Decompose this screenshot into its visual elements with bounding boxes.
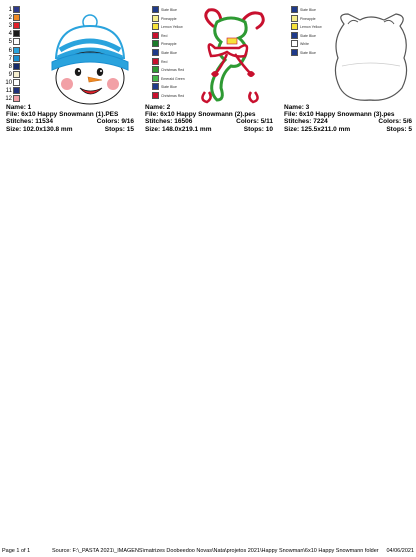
body-outline <box>335 14 406 100</box>
design-name: Name: 3 <box>284 104 310 111</box>
design-stitches: Stitches: 7224 <box>284 118 328 126</box>
design-colors: Colors: 9/16 <box>96 118 134 126</box>
design-stops: Stops: 15 <box>104 125 134 133</box>
right-cheek <box>107 78 119 90</box>
thread-color-name: Slate Blue <box>300 33 316 38</box>
design-file: File: 6x10 Happy Snowmann (1).PES <box>6 111 119 119</box>
design-info-3 <box>284 104 412 133</box>
design-size: Size: 102.0x130.8 mm <box>6 125 73 133</box>
thread-color-swatch <box>152 15 159 22</box>
thread-number: 4 <box>8 31 12 38</box>
thread-color-name: Slate Blue <box>161 51 177 55</box>
thread-color-name: Slate Blue <box>161 85 177 90</box>
thread-number: 9 <box>8 71 12 78</box>
thread-color-swatch <box>152 75 159 82</box>
thread-color-name: White <box>300 42 309 47</box>
snowman-head-image <box>44 14 134 106</box>
thread-color-swatch <box>13 22 20 29</box>
thread-color-swatch <box>152 6 159 13</box>
thread-color-name: Slate Blue <box>300 8 316 12</box>
thread-number: 7 <box>8 55 12 62</box>
print-date: 04/06/2021 <box>386 548 414 554</box>
design-info-1 <box>6 104 134 133</box>
thread-color-name: Slate Blue <box>161 8 177 12</box>
thread-color-swatch <box>291 15 298 22</box>
design-size: Size: 148.0x219.1 mm <box>145 125 212 133</box>
thread-color-name: Emerald Green <box>161 76 185 81</box>
thread-number: 8 <box>8 63 12 70</box>
page-number: Page 1 of 1 <box>2 548 31 554</box>
thread-color-name: Red <box>161 59 168 64</box>
thread-color-swatch <box>13 55 20 62</box>
thread-color-swatch <box>152 58 159 65</box>
left-cheek <box>61 78 73 90</box>
design-stitches: Stitches: 16506 <box>145 118 193 126</box>
thread-color-swatch <box>291 40 298 47</box>
thread-color-swatch <box>13 63 20 70</box>
snowman-body-outline-image <box>330 10 412 104</box>
thread-color-name: Christmas Red <box>161 94 185 98</box>
thread-color-swatch <box>13 14 20 21</box>
source-path: Source: F:\_PASTA 2021\_IMAGENS\matrizes Doobeedoo Novas\Nata\projetos 2021\Happy Snowman\6x10 Happy Snowmann folder <box>52 548 379 554</box>
thread-number: 12 <box>5 96 12 103</box>
thread-color-swatch <box>291 49 298 56</box>
thread-color-name: Slate Blue <box>300 51 316 55</box>
thread-swatch-row <box>4 6 64 14</box>
thread-color-name: Pineapple <box>161 16 177 21</box>
design-stops: Stops: 10 <box>243 125 273 133</box>
design-stitches: Stitches: 11534 <box>6 118 53 126</box>
design-size: Size: 125.5x211.0 mm <box>284 125 351 133</box>
thread-color-swatch <box>152 49 159 56</box>
thread-number: 10 <box>5 79 12 86</box>
thread-color-swatch <box>13 87 20 94</box>
thread-number: 5 <box>8 39 12 46</box>
green-body <box>212 18 247 100</box>
design-card-3 <box>278 0 416 160</box>
thread-color-swatch <box>13 95 20 102</box>
design-file: File: 6x10 Happy Snowmann (3).pes <box>284 111 395 119</box>
thread-color-name: Pineapple <box>300 16 316 21</box>
thread-color-swatch <box>152 23 159 30</box>
design-colors: Colors: 5/6 <box>378 118 412 126</box>
thread-number: 6 <box>8 47 12 54</box>
design-name: Name: 1 <box>6 104 32 111</box>
design-name: Name: 2 <box>145 104 171 111</box>
thread-color-name: Christmas Red <box>161 68 185 73</box>
thread-color-swatch <box>13 71 20 78</box>
design-stops: Stops: 5 <box>386 125 412 133</box>
left-eye <box>75 68 81 76</box>
thread-color-name: Pineapple <box>161 42 177 47</box>
holly-ribbon-image <box>191 8 271 104</box>
thread-color-swatch <box>291 6 298 13</box>
thread-color-swatch <box>152 92 159 99</box>
thread-color-swatch <box>152 66 159 73</box>
thread-color-swatch <box>152 83 159 90</box>
thread-color-swatch <box>152 32 159 39</box>
thread-color-swatch <box>13 6 20 13</box>
right-eye <box>97 68 103 76</box>
thread-color-swatch <box>13 30 20 37</box>
thread-color-swatch <box>13 79 20 86</box>
thread-color-swatch <box>291 32 298 39</box>
design-info-2 <box>145 104 273 133</box>
thread-color-swatch <box>152 40 159 47</box>
thread-color-name: Lemon Yellow <box>300 25 322 30</box>
thread-color-swatch <box>13 47 20 54</box>
thread-number: 2 <box>8 15 12 22</box>
design-colors: Colors: 5/11 <box>236 118 273 126</box>
design-card-1 <box>0 0 138 160</box>
design-file: File: 6x10 Happy Snowmann (2).pes <box>145 111 256 119</box>
thread-number: 11 <box>5 88 12 94</box>
thread-number: 1 <box>8 7 12 13</box>
thread-color-swatch <box>291 23 298 30</box>
thread-color-name: Red <box>161 33 168 38</box>
thread-color-name: Lemon Yellow <box>161 25 183 30</box>
thread-number: 3 <box>8 23 12 30</box>
thread-color-swatch <box>13 38 20 45</box>
design-card-2 <box>139 0 277 160</box>
